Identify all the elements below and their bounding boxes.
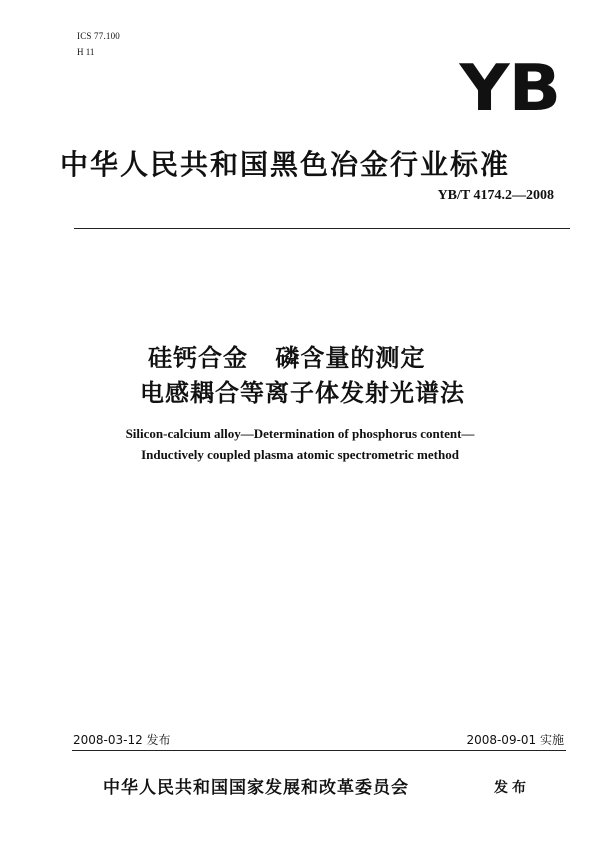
document-title-en-line-1: Silicon-calcium alloy—Determination of phosphorus content— bbox=[125, 426, 475, 441]
classification-code: H 11 bbox=[77, 47, 95, 57]
document-title-en-line-2: Inductively coupled plasma atomic spectrometric method bbox=[141, 447, 459, 462]
yb-logo: YB bbox=[459, 52, 560, 126]
header-divider bbox=[74, 228, 570, 229]
standard-title: 中华人民共和国黑色冶金行业标准 bbox=[60, 148, 511, 181]
document-title-zh-line-2: 电感耦合等离子体发射光谱法 bbox=[140, 379, 465, 407]
standard-number: YB/T 4174.2—2008 bbox=[437, 188, 554, 203]
issue-date: 2008-03-12 发布 bbox=[73, 733, 171, 747]
publish-label: 发布 bbox=[494, 780, 530, 796]
document-title-zh-line-1: 硅钙合金 磷含量的测定 bbox=[148, 344, 426, 372]
implementation-date: 2008-09-01 实施 bbox=[466, 733, 564, 747]
ics-code: ICS 77.100 bbox=[77, 31, 121, 41]
publisher-name: 中华人民共和国国家发展和改革委员会 bbox=[103, 778, 409, 798]
footer-divider bbox=[72, 750, 566, 751]
